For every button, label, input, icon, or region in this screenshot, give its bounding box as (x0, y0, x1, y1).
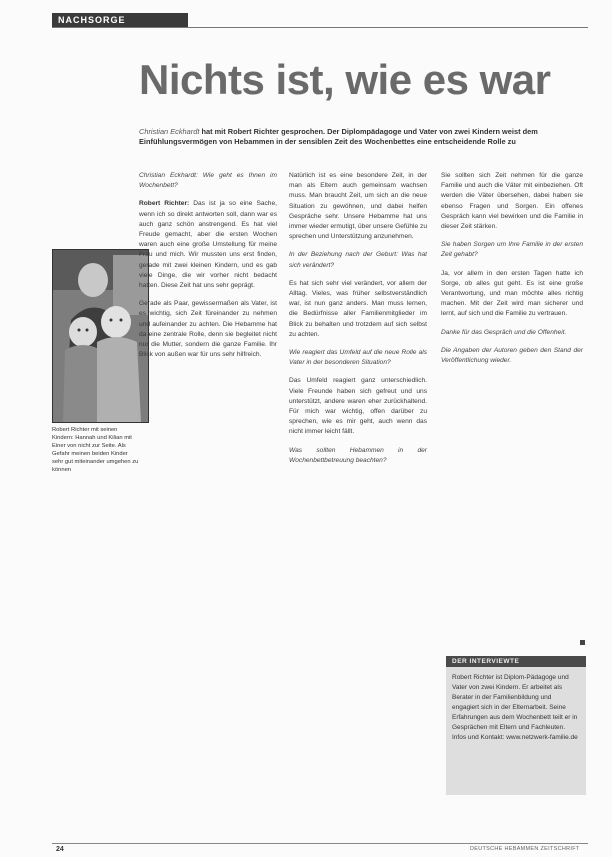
article-end-mark (580, 640, 585, 645)
answer: Natürlich ist es eine besondere Zeit, in der man als Eltern auch gemeinsam wachsen muss. Man braucht Zeit, um sich an die neue Situation zu gewöhnen, und dabei helfen Gespräche sehr. Unsere Hebamme hat uns immer wieder ermutigt, über unsere Gefühle zu sprechen und Unterstützung anzunehmen. (289, 172, 427, 241)
question: Christian Eckhardt: Wie geht es Ihnen im Wochenbett? (139, 172, 277, 190)
footer-divider (52, 843, 588, 844)
lead-author: Christian Eckhardt (139, 127, 200, 136)
answer: Gerade als Paar, gewissermaßen als Vater, ist es wichtig, sich Zeit füreinander zu nehmen und aufeinander zu achten. Die Hebamme hat da eine zentrale Rolle, denn sie begleitet nicht nur die Mutter, sondern die ganze Familie. Ihr Blick von außen war für uns sehr hilfreich. (139, 300, 277, 359)
speaker-name: Robert Richter: (139, 200, 190, 208)
section-label: NACHSORGE (52, 13, 188, 27)
lead-text: hat mit Robert Richter gesprochen. Der Diplompädagoge und Vater von zwei Kindern weist dem Einfühlungsvermögen von Hebammen in der sensiblen Zeit des Wochenbettes eine entscheidende Rolle zu (139, 127, 538, 146)
page-number: 24 (56, 846, 64, 853)
closing-remark: Danke für das Gespräch und die Offenheit. (441, 328, 567, 336)
infobox-heading: DER INTERVIEWTE (446, 656, 586, 667)
article-lead (139, 127, 579, 147)
infobox-text: Robert Richter ist Diplom-Pädagoge und Vater von zwei Kindern. Er arbeitet als Berater in der Familienbildung und engagiert sich in der Elternarbeit. Seine Erfahrungen aus dem Wochenbett teilt er in Gesprächen mit Eltern und Fachleuten. (452, 674, 578, 731)
answer-text: Das ist ja so eine Sache, wenn ich so direkt antworten soll, dann war es auch ganz schön anstrengend. Es hat viel Freude gemacht, aber die ersten Wochen waren auch eine große Umstellung für meine Frau und mich. Wir mussten uns erst finden, gerade mit zwei kleinen Kindern, und es gab viele Dinge, die wir vorher nicht bedacht hatten. Diese Zeit hat uns sehr geprägt. (139, 200, 277, 290)
answer: Sie sollten sich Zeit nehmen für die ganze Familie und auch die Väter mit einbeziehen. Oft werden die Väter übersehen, dabei haben sie ebenso Fragen und Sorgen. Ein offenes Gespräch kann viel bewirken und die Familie in dieser Zeit stärken. (441, 172, 583, 231)
question: Sie haben Sorgen um Ihre Familie in der ersten Zeit gehabt? (441, 241, 583, 259)
photo-caption: Robert Richter mit seinen Kindern: Hannah und Kilian mit Einer von nicht zur Seite. Als Gefahr meinen beiden Kinder sehr gut miteinander umgehen zu können (52, 427, 139, 473)
question: In der Beziehung nach der Geburt: Was hat sich verändert? (289, 251, 427, 269)
question: Was sollten Hebammen in der Wochenbettbetreuung beachten? (289, 446, 427, 464)
top-divider (52, 27, 588, 28)
column-1 (139, 171, 277, 368)
family-photo (52, 249, 149, 423)
answer: Ja, vor allem in den ersten Tagen hatte ich Sorge, ob alles gut geht. Es ist eine große Verantwortung, und man möchte alles richtig machen. Mit der Zeit wird man sicherer und lernt, auf sich und die Familie zu vertrauen. (441, 269, 583, 318)
magazine-name: DEUTSCHE HEBAMMEN ZEITSCHRIFT (470, 846, 580, 852)
answer: Das Umfeld reagiert ganz unterschiedlich. Viele Freunde haben sich gefreut und uns unterstützt, andere waren eher zurückhaltend. Für mich war wichtig, offen darüber zu sprechen, wie es mir geht, auch wenn das nicht immer leicht fällt. (289, 377, 427, 436)
infobox-contact: Infos und Kontakt: www.netzwerk-familie.de (452, 734, 578, 741)
question: Wie reagiert das Umfeld auf die neue Rolle als Vater in der besonderen Situation? (289, 349, 427, 367)
column-3 (441, 171, 583, 374)
column-2 (289, 171, 427, 474)
article-title: Nichts ist, wie es war (139, 56, 551, 103)
infobox (446, 667, 586, 795)
answer (139, 199, 277, 291)
editorial-note: Die Angaben der Autoren geben den Stand der Veröffentlichung wieder. (441, 346, 583, 365)
family-photo-illustration (53, 250, 148, 422)
answer: Es hat sich sehr viel verändert, vor allem der Alltag. Vieles, was früher selbstverständlich war, ist nun ganz anders. Man muss lernen, die Bedürfnisse aller Familienmitglieder im Blick zu behalten und trotzdem auf sich selbst zu achten. (289, 279, 427, 338)
